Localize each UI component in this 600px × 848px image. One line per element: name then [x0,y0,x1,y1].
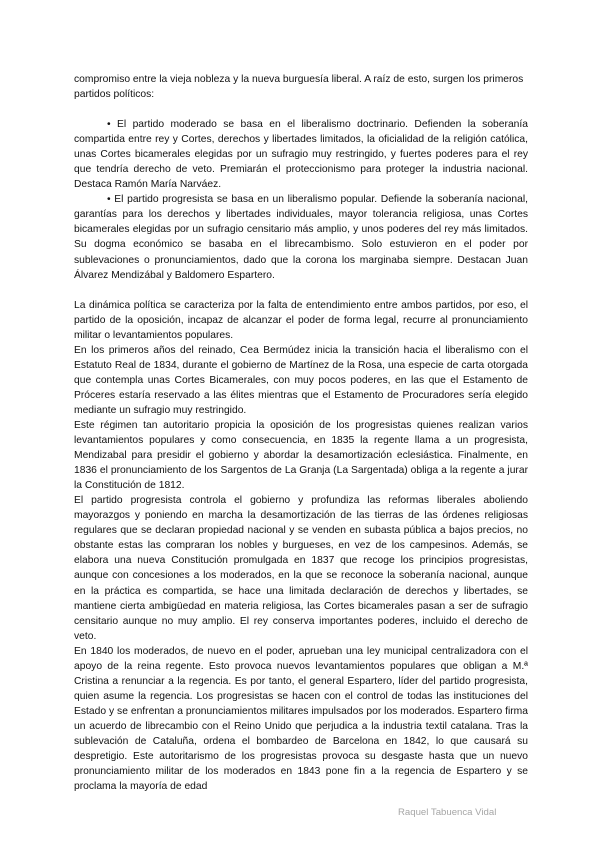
bullet-icon: • [107,119,111,131]
footer-author: Raquel Tabuenca Vidal [398,807,497,818]
intro-paragraph: compromiso entre la vieja nobleza y la nueva burguesía liberal. A raíz de esto, surgen los primeros partidos políticos: [74,74,524,101]
bullet-text-progresista: El partido progresista se basa en un liberalismo popular. Defiende la soberanía nacional, garantías para los derechos y libertades individuales, mayor tolerancia religiosa, unas Cortes bicamerales elegidas por un sufragio censitario más amplio, y unos poderes del rey más limitados. Su dogma económico se basaba en el librecambismo. Solo estuvieron en el poder por sublevaciones o pronunciamientos, dado que la corona los marginaba siempre. Destacan Juan Álvarez Mendizábal y Baldomero Espartero. [74,194,528,281]
paragraph-primeros-anos: En los primeros años del reinado, Cea Bermúdez inicia la transición hacia el liberalismo con el Estatuto Real de 1834, durante el gobierno de Martínez de la Rosa, una especie de carta otorgada que contempla unas Cortes Bicamerales, con muy pocos poderes, en las que el Estamento de Próceres estaría reservado a las élites mientras que el Estamento de Procuradores sería elegido mediante un sufragio muy restringido. [74,344,528,416]
paragraph-progresista: El partido progresista controla el gobierno y profundiza las reformas liberales aboliendo mayorazgos y poniendo en marcha la desamortización de las tierras de las órdenes religiosas regulares que se declaran propiedad nacional y se venden en subasta pública a bajos precios, no obstante estas las compraran los nobles y burgueses, en vez de los campesinos. Además, se elabora una nueva Constitución promulgada en 1837 que recoge los principios progresistas, aunque con concesiones a los moderados, en la que se reconoce la soberanía nacional, aunque en la práctica es compartida, se hace una limitada declaración de derechos y libertades, se mantiene cierta ambigüedad en materia religiosa, las Cortes bicamerales pasan a ser de sufragio censitario aunque no muy amplio. El rey conserva importantes poderes, incluido el derecho de veto. [74,495,528,642]
paragraph-dinamica: La dinámica política se caracteriza por la falta de entendimiento entre ambos partidos, por eso, el partido de la oposición, incapaz de alcanzar el poder de forma legal, recurre al pronunciamiento militar o levantamientos populares. [74,299,528,341]
document-body [74,72,528,794]
paragraph-1840: En 1840 los moderados, de nuevo en el poder, aprueban una ley municipal centralizadora con el apoyo de la reina regente. Esto provoca nuevos levantamientos populares que obligan a M.ª Cristina a renunciar a la regencia. Es por tanto, el general Espartero, líder del partido progresista, quien asume la regencia. Los progresistas se hacen con el control de todas las instituciones del Estado y se enfrentan a pronunciamientos militares impulsados por los moderados. Espartero firma un acuerdo de librecambio con el Reino Unido que perjudica a la industria textil catalana. Tras la sublevación de Cataluña, ordena el bombardeo de Barcelona en 1842, lo que causará su despretigio. Este autoritarismo de los progresistas provoca su desgaste hasta que un nuevo pronunciamiento militar de los moderados en 1843 pone fin a la regencia de Espartero y se proclama la mayoría de edad [74,645,528,793]
bullet-icon: • [107,194,111,206]
bullet-progresista [74,192,528,282]
paragraph-gap [74,283,528,298]
paragraph-regimen: Este régimen tan autoritario propicia la oposición de los progresistas quienes realizan varios levantamientos populares y como consecuencia, en 1835 la regente llama a un progresista, Mendizabal para presidir el gobierno y abordar la desamortización eclesiástica. Finalmente, en 1836 el pronunciamiento de los Sargentos de La Granja (La Sargentada) obliga a la regente a jurar la Constitución de 1812. [74,419,528,492]
bullet-moderado [74,117,528,192]
bullet-text-moderado: El partido moderado se basa en el liberalismo doctrinario. Defienden la soberanía compartida entre rey y Cortes, derechos y libertades limitados, la oficialidad de la religión católica, unas Cortes bicamerales elegidas por un sufragio muy restringido, y fuertes poderes para el rey que tendría derecho de veto. Premiarán el proteccionismo para proteger la industria nacional. Destaca Ramón María Narváez. [74,119,528,191]
